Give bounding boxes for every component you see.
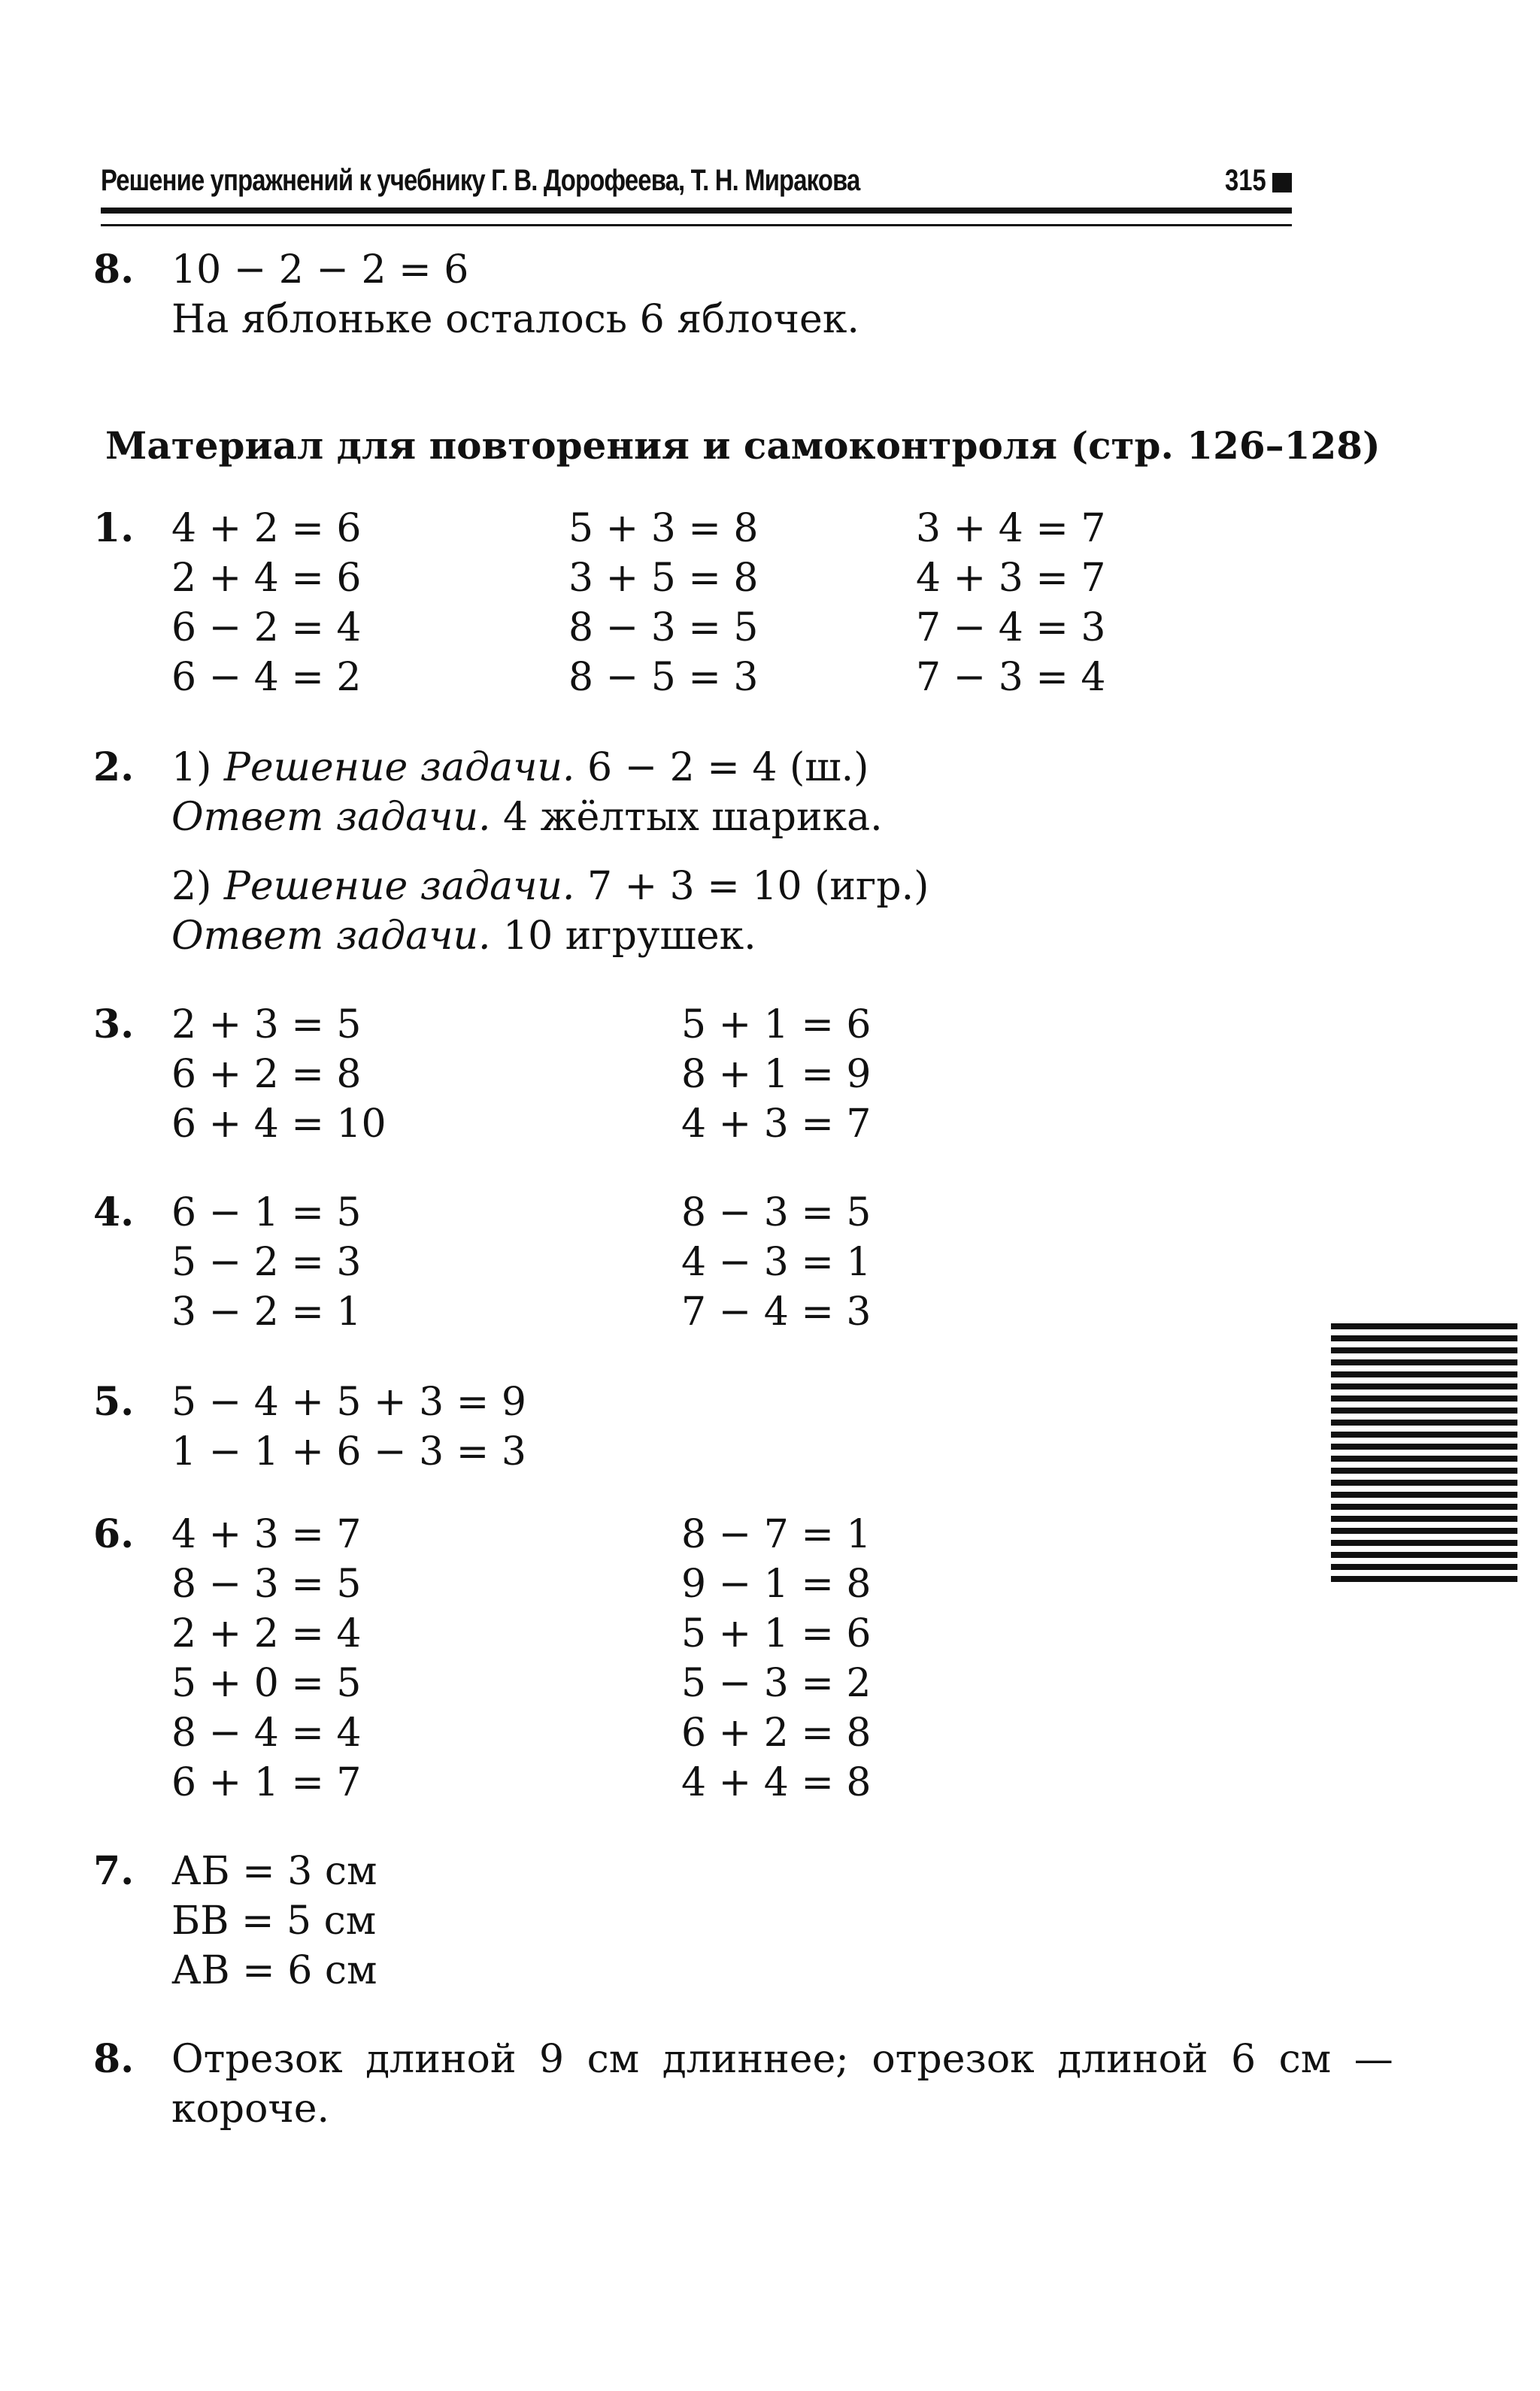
equation: 6 + 2 = 8: [681, 1711, 872, 1756]
equation: 7 − 4 = 3: [916, 605, 1106, 650]
equation: 4 + 2 = 6: [171, 506, 362, 551]
equation: 5 + 1 = 6: [681, 1611, 872, 1656]
equation: 5 − 3 = 2: [681, 1661, 872, 1706]
page-number: 315: [1225, 164, 1266, 197]
equation: 6 + 2 = 8: [171, 1052, 362, 1097]
solution-label: Решение задачи.: [223, 864, 575, 909]
task-number: 8.: [93, 247, 135, 292]
answer-label: Ответ задачи.: [171, 795, 491, 840]
equation: 5 − 4 + 5 + 3 = 9: [171, 1380, 526, 1425]
equation: 6 − 2 = 4: [171, 605, 362, 650]
answer-label: Ответ задачи.: [171, 914, 491, 959]
equation: 8 − 3 = 5: [568, 605, 759, 650]
equation: 2 + 3 = 5: [171, 1002, 362, 1047]
equation: 8 + 1 = 9: [681, 1052, 872, 1097]
equation: 6 − 4 = 2: [171, 655, 362, 700]
equation: 5 + 1 = 6: [681, 1002, 872, 1047]
equation: 2 + 2 = 4: [171, 1611, 362, 1656]
task-number: 1.: [93, 505, 135, 551]
segment-length: БВ = 5 см: [171, 1899, 377, 1944]
equation: 4 + 4 = 8: [681, 1760, 872, 1805]
equation: 8 − 7 = 1: [681, 1512, 872, 1557]
answer-line: [171, 792, 883, 842]
equation: 5 − 2 = 3: [171, 1240, 362, 1285]
task-number: 6.: [93, 1511, 135, 1557]
task-number: 8.: [93, 2036, 135, 2082]
header-rule-thick: [101, 208, 1292, 214]
equation: 5 + 3 = 8: [568, 506, 759, 551]
task-number: 7.: [93, 1848, 135, 1894]
running-header: [101, 161, 1292, 206]
equation: 3 + 4 = 7: [916, 506, 1106, 551]
answer-line: [171, 911, 756, 961]
solution-text: 6 − 2 = 4 (ш.): [574, 745, 869, 790]
task-number: 3.: [93, 1002, 135, 1047]
answer-text: 10 игрушек.: [490, 914, 756, 959]
equation: 5 + 0 = 5: [171, 1661, 362, 1706]
equation: 8 − 3 = 5: [681, 1190, 872, 1235]
edge-stripes-decoration: [1331, 1323, 1517, 1582]
task-line: 10 − 2 − 2 = 6: [171, 247, 469, 292]
answer-text: короче.: [171, 2086, 330, 2132]
part-prefix: 2): [171, 864, 224, 909]
part-prefix: 1): [171, 745, 224, 790]
header-title: Решение упражнений к учебнику Г. В. Дорофеева, Т. Н. Миракова: [101, 164, 860, 197]
equation: 4 + 3 = 7: [916, 556, 1106, 601]
segment-length: АВ = 6 см: [171, 1948, 377, 1993]
equation: 6 + 4 = 10: [171, 1102, 387, 1147]
answer-text: Отрезок длиной 9 см длиннее; отрезок длиной 6 см —: [171, 2037, 1393, 2082]
equation: 3 + 5 = 8: [568, 556, 759, 601]
equation: 4 + 3 = 7: [681, 1102, 872, 1147]
equation: 8 − 5 = 3: [568, 655, 759, 700]
segment-length: АБ = 3 см: [171, 1849, 377, 1894]
equation: 3 − 2 = 1: [171, 1289, 362, 1335]
header-rule-thin: [101, 224, 1292, 226]
solution-label: Решение задачи.: [223, 745, 575, 790]
equation: 6 − 1 = 5: [171, 1190, 362, 1235]
equation: 8 − 3 = 5: [171, 1562, 362, 1607]
square-marker-icon: [1272, 173, 1292, 192]
equation: 4 + 3 = 7: [171, 1512, 362, 1557]
task-line: На яблоньке осталось 6 яблочек.: [171, 297, 859, 342]
equation: 8 − 4 = 4: [171, 1711, 362, 1756]
equation: 7 − 3 = 4: [916, 655, 1106, 700]
equation: 4 − 3 = 1: [681, 1240, 872, 1285]
solution-text: 7 + 3 = 10 (игр.): [574, 864, 929, 909]
equation: 7 − 4 = 3: [681, 1289, 872, 1335]
section-title: Материал для повторения и самоконтроля (стр. 126–128): [105, 423, 1381, 468]
equation: 2 + 4 = 6: [171, 556, 362, 601]
answer-text: 4 жёлтых шарика.: [490, 795, 883, 840]
equation: 6 + 1 = 7: [171, 1760, 362, 1805]
equation: 1 − 1 + 6 − 3 = 3: [171, 1429, 526, 1474]
solution-line: [171, 743, 869, 792]
task-number: 2.: [93, 744, 135, 790]
task-number: 5.: [93, 1379, 135, 1425]
solution-line: [171, 862, 929, 911]
task-number: 4.: [93, 1189, 135, 1235]
equation: 9 − 1 = 8: [681, 1562, 872, 1607]
